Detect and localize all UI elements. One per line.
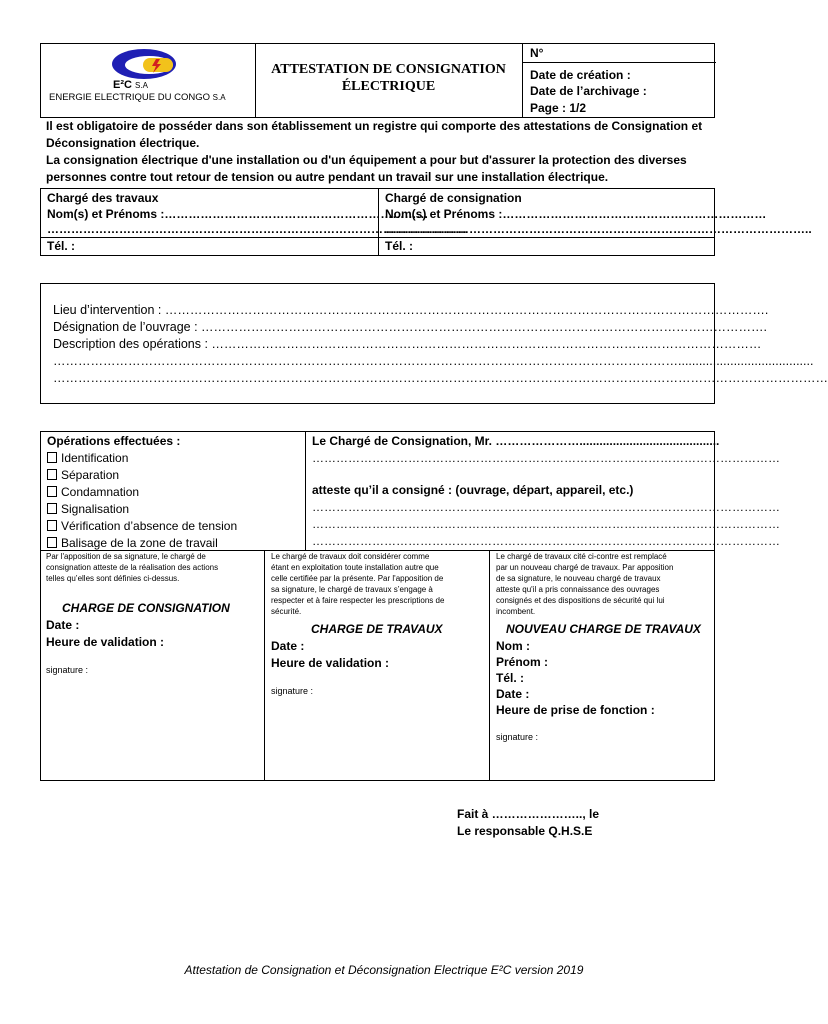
consignation-statement — [312, 433, 780, 550]
chargé-travaux-title: Chargé des travaux — [47, 191, 159, 205]
consignation-dots-line[interactable]: ……………………………………………………………………………………………………… — [312, 517, 780, 531]
note-line: Le chargé de travaux cité ci-contre est remplacé — [496, 552, 667, 561]
date-field[interactable]: Date : — [46, 618, 80, 632]
checkbox-icon[interactable] — [47, 452, 57, 463]
chargé-consignation-tel[interactable]: Tél. : — [385, 239, 414, 253]
note-line: consignation atteste de la réalisation des actions — [46, 563, 219, 572]
note-line: incombent. — [496, 607, 536, 616]
chargé-consignation-title: Chargé de consignation — [385, 191, 522, 205]
chargé-travaux-dots[interactable]: …………………………………………………………………………………………… — [47, 222, 467, 236]
chargé-travaux-tel[interactable]: Tél. : — [47, 239, 76, 253]
tel-field[interactable]: Tél. : — [496, 671, 525, 685]
charge-travaux-heading: CHARGE DE TRAVAUX — [311, 622, 443, 636]
logo-suffix: S.A — [135, 81, 148, 90]
intro-line: Déconsignation électrique. — [46, 136, 200, 150]
responsable-qhse: Le responsable Q.H.S.E — [457, 824, 593, 838]
operation-item[interactable] — [47, 501, 302, 518]
archive-date-label: Date de l’archivage : — [530, 84, 647, 98]
note-line: sécurité. — [271, 607, 302, 616]
intervention-fields — [53, 302, 828, 387]
note-line: étant en exploitation toute installation autre que — [271, 563, 439, 572]
operation-item[interactable] — [47, 450, 302, 467]
atteste-line: atteste qu’il a consigné : (ouvrage, départ, appareil, etc.) — [312, 483, 634, 497]
operations-table — [40, 431, 780, 781]
title-line-1: ATTESTATION DE CONSIGNATION — [271, 62, 506, 77]
consignation-dots-line[interactable]: ……………………………………………………………………………………………………… — [312, 534, 780, 548]
logo-text — [113, 79, 203, 93]
charge-consignation-heading: CHARGE DE CONSIGNATION — [62, 601, 230, 615]
company-name-text: ENERGIE ELECTRIQUE DU CONGO — [49, 92, 210, 103]
consignation-dots-line[interactable]: ……………………………………………………………………………………………………… — [312, 451, 780, 465]
chargé-travaux-name[interactable]: Nom(s) et Prénoms :………………………………………………………… — [47, 207, 429, 221]
date-field[interactable]: Date : — [271, 639, 305, 653]
closing-block — [457, 806, 717, 840]
note-line: respecter et à faire respecter les prescriptions de — [271, 596, 445, 605]
intro-text — [46, 118, 716, 186]
consignation-dots-line[interactable]: ……………………………………………………………………………………………………… — [312, 500, 780, 514]
fait-a-field[interactable]: Fait à ………………….., le — [457, 807, 600, 821]
signature-col-travaux — [271, 551, 486, 697]
chargé-consignation-name[interactable]: Nom(s) et Prénoms :………………………………………………………… — [385, 207, 767, 221]
operation-label: Signalisation — [61, 502, 130, 516]
note-line: sa signature, le chargé de travaux s’engage à — [271, 585, 433, 594]
page-number: Page : 1/2 — [530, 101, 587, 115]
note-line: Par l'apposition de sa signature, le chargé de — [46, 552, 206, 561]
prenom-field[interactable]: Prénom : — [496, 655, 549, 669]
operation-label: Condamnation — [61, 485, 140, 499]
note-line: telles qu’elles sont définies ci-dessus. — [46, 574, 180, 583]
signature-field[interactable]: signature : — [271, 686, 314, 696]
signature-field[interactable]: signature : — [496, 732, 539, 742]
nouveau-charge-heading: NOUVEAU CHARGE DE TRAVAUX — [506, 622, 701, 636]
company-name — [49, 92, 254, 106]
checkbox-icon[interactable] — [47, 469, 57, 480]
operation-item[interactable] — [47, 467, 302, 484]
date-field[interactable]: Date : — [496, 687, 530, 701]
note-line: Le chargé de travaux doit considérer comme — [271, 552, 430, 561]
chargé-consignation-dots[interactable]: …………………………………………………………………………………………….. — [385, 222, 812, 236]
checkbox-icon[interactable] — [47, 520, 57, 531]
note-line: atteste qu'il a pris connaissance des ouvrages — [496, 585, 660, 594]
number-label: N° — [530, 46, 544, 60]
heure-validation-field[interactable]: Heure de validation : — [271, 656, 390, 670]
operation-label: Balisage de la zone de travail — [61, 536, 218, 550]
document-title — [255, 61, 522, 95]
checkbox-icon[interactable] — [47, 537, 57, 548]
chargé-consignation-line[interactable]: Le Chargé de Consignation, Mr. ………………….......................................... — [312, 434, 720, 448]
checkbox-icon[interactable] — [47, 503, 57, 514]
signature-col-consignation — [46, 551, 261, 676]
logo-mark: E²C — [113, 79, 132, 91]
intro-line: personnes contre tout retour de tension ou autre pendant un travail sur une installation électrique. — [46, 170, 609, 184]
note-line: celle certifiée par la présente. Par l'apposition de — [271, 574, 444, 583]
operation-item[interactable] — [47, 518, 302, 535]
operation-label: Identification — [61, 451, 129, 465]
nom-field[interactable]: Nom : — [496, 639, 530, 653]
signature-col-nouveau — [496, 551, 711, 743]
description-dots-line[interactable]: ……………………………………………………………………………………………………………………………………....................................... — [53, 354, 814, 368]
note-line: par un nouveau chargé de travaux. Par apposition — [496, 563, 674, 572]
operation-label: Séparation — [61, 468, 120, 482]
operations-list — [47, 433, 302, 552]
heure-prise-fonction-field[interactable]: Heure de prise de fonction : — [496, 703, 655, 717]
chargé-consignation-section — [385, 190, 812, 255]
signature-field[interactable]: signature : — [46, 665, 89, 675]
checkbox-icon[interactable] — [47, 486, 57, 497]
page-footer: Attestation de Consignation et Déconsignation Electrique E²C version 2019 — [184, 963, 584, 977]
heure-validation-field[interactable]: Heure de validation : — [46, 635, 165, 649]
title-line-2: ÉLECTRIQUE — [341, 79, 436, 94]
operation-item[interactable] — [47, 484, 302, 501]
note-line: de sa signature, le nouveau chargé de travaux — [496, 574, 661, 583]
intervention-box — [40, 283, 828, 404]
document-meta — [522, 44, 716, 119]
description-dots-line[interactable]: …………………………………………………………………………………………………………………………………………………………………… — [53, 371, 828, 385]
note-line: consignés et des dispositions de sécurité qui lui — [496, 596, 665, 605]
intro-line: Il est obligatoire de posséder dans son établissement un registre qui comporte des attestations de Consignation et — [46, 119, 703, 133]
operation-label: Vérification d’absence de tension — [61, 519, 238, 533]
signatures-section — [41, 550, 714, 780]
description-operations-field[interactable]: Description des opérations : …………………………………………………………………………………………………………………… — [53, 337, 762, 351]
creation-date-label: Date de création : — [530, 68, 631, 82]
header-table — [40, 43, 715, 118]
lieu-intervention-field[interactable]: Lieu d’intervention : ………………………………………………………………………………………………………………………………. — [53, 303, 769, 317]
designation-ouvrage-field[interactable]: Désignation de l’ouvrage : ………………………………………………………………………………………………………………………. — [53, 320, 767, 334]
company-suffix: S.A — [212, 93, 226, 102]
contacts-table — [40, 188, 812, 256]
intro-line: La consignation électrique d'une installation ou d'un équipement a pour but d'assurer la protection des diverses — [46, 153, 687, 167]
operations-title: Opérations effectuées : — [47, 434, 181, 448]
